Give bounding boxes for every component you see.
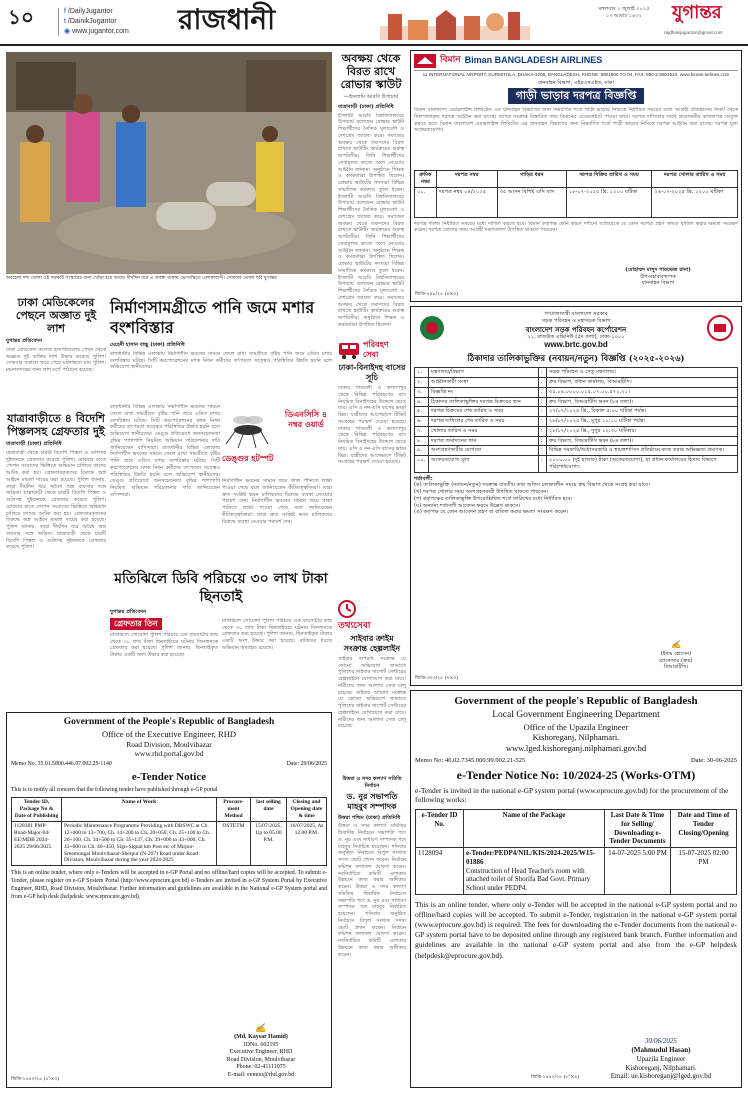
skyline-illustration [380,4,530,42]
ad-ref: জিডি-১৪৪০/২৫ (৫"×৩) [11,1077,60,1083]
signature-mark: ✍ [671,640,681,650]
dateline: যাত্রাবাড়ী (ঢাকা) প্রতিনিধি [6,441,62,447]
tag: তথ্যসেবা [338,620,371,631]
body-text: ইসলামী আরবি বিশ্ববিদ্যালয়ের উপাচার্য বলেছেন রোভার স্কাউট শিক্ষার্থীদের নৈতিক মূল্যবোধ ও দেশপ্রেম জাগ্রত করে। সমাজের অবক্ষয় থেকে তরুণদের বিরত রাখতে স্কাউটিং কার্যক্রমের গুরুত্ব অপরিসীম। তিনি শিক্ষার্থীদের সেবামূলক কাজে অংশ নেওয়ার আহ্বান জানান। অনুষ্ঠানে শিক্ষক ও কর্মকর্তারা উপস্থিত ছিলেন। রোভার স্কাউটের সদস্যরা বিভিন্ন সামাজিক কর্মকাণ্ড তুলে ধরেন। ইসলামী আরবি বিশ্ববিদ্যালয়ের উপাচার্য বলেছেন রোভার স্কাউট শিক্ষার্থীদের নৈতিক মূল্যবোধ ও দেশপ্রেম জাগ্রত করে। সমাজের অবক্ষয় থেকে তরুণদের বিরত রাখতে স্কাউটিং কার্যক্রমের গুরুত্ব অপরিসীম। তিনি শিক্ষার্থীদের সেবামূলক কাজে অংশ নেওয়ার আহ্বান জানান। অনুষ্ঠানে শিক্ষক ও কর্মকর্তারা উপস্থিত ছিলেন। রোভার স্কাউটের সদস্যরা বিভিন্ন সামাজিক কর্মকাণ্ড তুলে ধরেন। ইসলামী আরবি বিশ্ববিদ্যালয়ের উপাচার্য বলেছেন রোভার স্কাউট শিক্ষার্থীদের নৈতিক মূল্যবোধ ও দেশপ্রেম জাগ্রত করে। সমাজের অবক্ষয় থেকে তরুণদের বিরত রাখতে স্কাউটিং কার্যক্রমের গুরুত্ব অপরিসীম। অনুষ্ঠানে শিক্ষক ও কর্মকর্তারা উপস্থিত ছিলেন। [338,112,404,328]
table-row: ৭. খোলার তারিখ ও সময় : ২৮/০৭/২০২৫ খ্রি., দুপুর ১২:৩০ ঘটিকায়। [415,426,738,436]
title: ঠিকাদার তালিকাভুক্তির (নবায়ন/নতুন) বিজ্ঞপ্তি (২০২৫-২০২৬) [467,353,685,364]
table-row: ২. আহ্বানকারী সংস্থা : ক্রয় বিভাগ, প্রধান কার্যালয়, বিআরটিসি। [415,378,738,388]
brand-logo: যুগান্তর [672,2,722,23]
page-number: ১০ [8,7,34,29]
mosquito-body-col2: নির্মাণাধীন ভবনের সামনে জমে থাকা পানিতে লার্ভা পাওয়া গেছে বলে জানিয়েছেন কীটতত্ত্ববিদরা। তারা দ্রুত সংশ্লিষ্ট ভবন মালিকদের বিরুদ্ধে ব্যবস্থা নেওয়ার পরামর্শ দেন। নির্মাণাধীন ভবনের সামনে জমে থাকা পানিতে লার্ভা পাওয়া গেছে বলে জানিয়েছেন কীটতত্ত্ববিদরা। তারা দ্রুত সংশ্লিষ্ট ভবন মালিকদের বিরুদ্ধে ব্যবস্থা নেওয়ার পরামর্শ দেন। [222,478,332,525]
dateline: উত্তরা পশ্চিম (ঢাকা) প্রতিনিধি [338,814,401,821]
address: 11 INTERNATIONAL AIRPORT, KURMITOLA, DHAKA-1206, BANGLADESH, PHONE: 8901600 TO 04, FAX: 880-2-8901524, www.biman-airlines.com [422,72,730,77]
body-text: উত্তরা ও সদর কল্যাণ সমিতির দ্বিবার্ষিক নির্বাচনে সভাপতি পদে ড. নুর এবং সাধারণ সম্পাদক পদে মাহবুব নির্বাচিত হয়েছেন। শনিবার অনুষ্ঠিত নির্বাচনে বিপুল সংখ্যক সদস্য ভোট প্রদান করেন। নির্বাচন কমিশন ফলাফল ঘোষণা করেন। নবনির্বাচিত কমিটি এলাকার উন্নয়নে কাজ করার অঙ্গীকার করেন। উত্তরা ও সদর কল্যাণ সমিতির দ্বিবার্ষিক নির্বাচনে সভাপতি পদে ড. নুর এবং সাধারণ সম্পাদক পদে মাহবুব নির্বাচিত হয়েছেন। শনিবার অনুষ্ঠিত নির্বাচনে বিপুল সংখ্যক সদস্য ভোট প্রদান করেন। নির্বাচন কমিশন ফলাফল ঘোষণা করেন। নবনির্বাচিত কমিটি এলাকার উন্নয়নে কাজ করার অঙ্গীকার করেন। [338,823,406,958]
rhd-table: Tender ID, Package No & Date of Publishing Name of Work Procure-ment Method last selling date Closing and Opening date & time 1128381 PMP-Road-Major-04/ EE/MDB 2024-2025 29/06/2025 Periodic Maintenance Programme Providing with DBSWC at Ch. 12+000 to 13+700, Ch. 14+200 to Ch. 20+050, Ch. 25+100 to Ch. 26+100, Ch. 34+500 to Ch. 35+137, Ch. 39+000 to 43+000, Ch. 43+000 to Ch. 46+450, Sign-Signal km Post etc of Mirpur-Sreemongal Moulvibazar-Sherpur (N-207) Road under Road Division, Moulvibazar during the year 2024-2025 OSTETM 15/07/2025, Up to 05.00 P.M. 16/07/2025, At 12.00 P.M. [11,797,327,866]
dhaka-uni-story [338,776,406,1076]
intro: e-Tender is invited in the national e-GP system portal (www.eprocure.gov.bd) for the procurement of the following works: [415,785,729,805]
headline: সাইবার ক্রাইম সংক্রান্ত হেল্পলাইন [343,633,401,653]
website-link[interactable]: ◉ www.jugantor.com [64,28,129,35]
biman-table: ক্রমিক নম্বর দরপত্র নম্বর গাড়ির ধরন দরপত্র বিক্রির তারিখ ও সময় দরপত্র খোলার তারিখ ও সময় ০১. দরপত্র নম্বর ০৪/২০২৫ ৩৫ আসন বিশিষ্ট এসি বাস ১৮-০৭-২০২৫ খ্রি. ১২০০ ঘটিকা ২৪-০৭-২০২৫ খ্রি. ১২০০ ঘটিকা [414,170,738,218]
body-text: সাইবার অপরাধ সংক্রান্ত যে কোনো অভিযোগ জানাতে পুলিশের সাইবার সাপোর্ট সেন্টারের হেল্পলাইনে যোগাযোগ করা যাবে। নারীদের জন্য আলাদা সেবা চালু রয়েছে। সাইবার অপরাধ সংক্রান্ত যে কোনো অভিযোগ জানাতে পুলিশের সাইবার সাপোর্ট সেন্টারের হেল্পলাইনে যোগাযোগ করা যাবে। নারীদের জন্য আলাদা সেবা চালু রয়েছে। [338,655,406,730]
table-row: 1128381 PMP-Road-Major-04/ EE/MDB 2024-2025 29/06/2025 Periodic Maintenance Programme Providing with DBSWC at Ch. 12+000 to 13+700, Ch. 14+200 to Ch. 20+050, Ch. 25+100 to Ch. 26+100, Ch. 34+500 to Ch. 35+137, Ch. 39+000 to 43+000, Ch. 43+000 to Ch. 46+450, Sign-Signal km Post etc of Mirpur-Sreemongal Moulvibazar-Sherpur (N-207) Road under Road Division, Moulvibazar during the year 2024-2025 OSTETM 15/07/2025, Up to 05.00 P.M. 16/07/2025, At 12.00 P.M. [12,822,327,866]
robbery-story [110,570,332,694]
signature-mark: ✍ [255,1022,267,1033]
headline: উত্তরা ও সদর কল্যাণ সমিতি নির্বাচন [342,776,402,789]
table-row: 1128094 e-Tender/PEDP4/NIL/KIS/2024-2025/W15-01886 Construction of Head Teacher's room with attached toilet of Shorifa Bad Govt. Primary School under PEDP4. 14-07-2025 5:00 PM 15-07-2025 02:00 PM [416,848,737,895]
title: e-Tender Notice [131,771,207,784]
divider [58,8,59,36]
ad-ref: জিডি-৭৯৮/২৫ (৪×৩) [415,292,458,298]
twitter-icon: t [64,18,66,25]
lged-table: e-Tender ID No. Name of the Package Last Date & Time for Selling/ Downloading e-Tender Documents Date and Time of Tender Closing/Opening 1128094 e-Tender/PEDP4/NIL/KIS/2024-2025/W15-01886 Construction of Head Teacher's room with attached toilet of Shorifa Bad Govt. Primary School under PEDP4. 14-07-2025 5:00 PM 15-07-2025 02:00 PM [415,809,737,895]
table-row: ৫. দরপত্র বিক্রয়ের শেষ তারিখ ও সময় : ২৭/০৭/২০২৫ খ্রি., বিকাল ৫:০০ ঘটিকা পর্যন্ত। [415,407,738,417]
biman-logo-icon [414,54,436,68]
arrest-tag: গ্রেফতার তিন [110,618,162,630]
date: Date: 29/06/2025 [286,761,327,768]
body: This is an online tender, where only e-Tenders will be accepted in e-GP Portal and no offline/hard copies will be accepted. To submit e-Tender, please register on e-GP System Portal (http://www.eprocure.gov.bd) e-Tenders are invited in e-GP System Portal by Executive Engineer, RHD, Road Division, Moulvibazar. Further information and guidelines are available in the National e-GP System portal and from e-GP help desk (helpdesk: www.eprocure.gov.bd). [11,870,327,900]
transport-box: পরিবহণ সেবা ঢাকা-বিনাইদহ বাসের সূচি ঢাকার গাবতলী ও কল্যাণপুর থেকে বিভিন্ন পরিবহণের বাস নিয়মিত বিনাইদহের উদ্দেশে ছেড়ে যায়। এসি ও নন-এসি বাসের ভাড়া ভিন্ন। যাত্রীদের আগেভাগে টিকিট সংগ্রহের পরামর্শ দেওয়া হয়েছে। ঢাকার গাবতলী ও কল্যাণপুর থেকে বিভিন্ন পরিবহণের বাস নিয়মিত বিনাইদহের উদ্দেশে ছেড়ে যায়। এসি ও নন-এসি বাসের ভাড়া ভিন্ন। যাত্রীদের আগেভাগে টিকিট সংগ্রহের পরামর্শ দেওয়া হয়েছে। [338,340,406,508]
memo: Memo No. 35.01.5800.446.07.002.25-1140 [11,761,112,768]
mosquito-icon [222,408,272,452]
ad-ref: জিডি-৩০৩/২৫ (৭×৩) [415,676,459,682]
table-row: ৪. ঠিকাদার তালিকাভুক্তির দরপত্র বিক্রয়ের স্থান : ক্রয় বিভাগ, বিআরটিসি ভবন (৮ম তলা)। [415,397,738,407]
issue-date: মঙ্গলবার ১ জুলাই ২০২৫ ১৭ আষাঢ় ১৪৩২ [598,6,650,19]
title: e-Tender Notice No: 10/2024-25 (Works-OTM) [456,767,696,782]
department: যানবাহন বিভাগ, এইচএসএইড, ঢাকা [537,79,615,86]
globe-icon: ◉ [64,28,71,35]
body: This is an online tender, where only e-Tender will be accepted in the national e-GP system portal and no offline/hard copies will be accepted. To submit e-Tender, registration in the national e-GP system portal (www.eprocure.gov.bd) is required. The fees for downloading the e-Tender documents from the national e-GP system portal have to be deposited online through any registered bank branch. Further information and guidelines are available in the national e-GP system portal and also from the e-GP helpdesk (helpdesk@eprocure.gov.bd). [415,899,737,960]
body-text-2: মতিঝিলে গোয়েন্দা পুলিশ পরিচয়ে এক ব্যবসায়ীর কাছ থেকে ৩০ লাখ টাকা ছিনতাইয়ের ঘটনায় তিনজনকে গ্রেফতার করা হয়েছে। পুলিশ জানায়, ছিনতাইকৃত টাকার একটি অংশ উদ্ধার করা হয়েছে। বাকিদের ধরতে অভিযান অব্যাহত রয়েছে। [222,617,332,651]
section-title: রাজধানী [178,3,276,36]
gov-emblem-icon [419,315,445,341]
brtc-logo-icon [707,315,733,341]
masthead [0,0,748,46]
headline: যাত্রাবাড়ীতে ৪ বিদেশি পিস্তলসহ গ্রেফতার দুই [7,412,105,438]
photo-caption: অবহেলা দশা খোলা ওই সড়কটি সংস্কারের জন্য খোঁড়া হয়ে আছে। দীর্ঘদিন ধরে এ অবস্থা থাকায় ভোগান্তিতে এলাকাবাসী। সোমবার তোলা ছবি যুগান্তর [6,276,277,281]
headline: মতিঝিলে ডিবি পরিচয়ে ৩০ লাখ টাকা ছিনতাই [114,571,328,605]
hotspot-badge: ডেঙ্গুর হটস্পট [222,454,274,463]
body-text: যাত্রাবাড়ী থেকে চারটি বিদেশি পিস্তল ও গুলিসহ দুইজনকে গ্রেফতার করেছে পুলিশ। রোববার রাতে গোপন সংবাদের ভিত্তিতে অভিযান চালিয়ে তাদের আটক করা হয়। গ্রেফতারকৃতদের বিরুদ্ধে অস্ত্র আইনে মামলা দায়ের করা হয়েছে। পুলিশ জানায়, তারা দীর্ঘদিন ধরে অবৈধ অস্ত্র ব্যবসার সঙ্গে জড়িত। যাত্রাবাড়ী থেকে চারটি বিদেশি পিস্তল ও গুলিসহ দুইজনকে গ্রেফতার করেছে পুলিশ। রোববার রাতে গোপন সংবাদের ভিত্তিতে অভিযান চালিয়ে তাদের আটক করা হয়। গ্রেফতারকৃতদের বিরুদ্ধে অস্ত্র আইনে মামলা দায়ের করা হয়েছে। পুলিশ জানায়, তারা দীর্ঘদিন ধরে অবৈধ অস্ত্র ব্যবসার সঙ্গে জড়িত। যাত্রাবাড়ী থেকে চারটি বিদেশি পিস্তল ও গুলিসহ দুইজনকে গ্রেফতার করেছে পুলিশ। [6,449,106,551]
header-rule [0,44,748,46]
facebook-icon: f [64,8,66,15]
table-row: ৮. দরপত্র জমাদানের স্থান : ক্রয় বিভাগ, বিআরটিসি ভবন (৮ম তলা)। [415,436,738,446]
terms-text: দরপত্র দলিল নির্ধারিত সময়ের মধ্যে দাখিল করতে হবে। বিমান কর্তৃপক্ষ কোন কারণ দর্শানো ব্যতিরেকে যে কোন দরপত্র গ্রহণ অথবা বাতিল করার ক্ষমতা সংরক্ষণ করেন। দরপত্র খোলার সময় আগ্রহী দরদাতাগণ উপস্থিত থাকতে পারবেন। [414,220,738,234]
info-clock-icon [338,600,356,618]
headline: ঢাকা-বিনাইদহ বাসের সূচি [338,363,406,382]
pistol-story [6,412,106,692]
ad-ref: জিডি-১৪৪২/২৫ (৮"×৪) [531,1075,580,1081]
sign-date: 30/06/2025 [645,1037,677,1046]
headline: ঢাকা মেডিকেলের পেছনে অজ্ঞাত দুই লাশ [15,296,97,335]
headline: নির্মাণসামগ্রীতে পানি জমে মশার বংশবিস্তার [110,298,315,337]
table-row: ৬. দরপত্র দাখিলের শেষ তারিখ ও সময় : ২৮/০৭/২০২৫ খ্রি., দুপুর ১২:০০ ঘটিকা পর্যন্ত। [415,417,738,427]
dateline: যাত্রাবাড়ী (ঢাকা) প্রতিনিধি [338,103,394,110]
scouts-story [338,52,404,597]
twitter-link[interactable]: t /DainikJugantor [64,18,117,25]
body-text: ঢাকা মেডিকেল কলেজ হাসপাতালের পেছন থেকে অজ্ঞাত দুই ব্যক্তির লাশ উদ্ধার করেছে পুলিশ। সোমবার সকালে খবর পেয়ে ঘটনাস্থলে যায় পুলিশ। ময়নাতদন্তের জন্য লাশ মর্গে পাঠানো হয়েছে। [6,346,106,373]
conditions-title: শর্তাবলী: [414,475,433,482]
brtc-table [414,367,738,472]
dateline: যুগান্তর প্রতিবেদন [110,609,147,615]
dateline: মেহেদী হাসান বাচ্চু (ঢাকা) প্রতিনিধি [110,342,185,348]
table-row: ০১. দরপত্র নম্বর ০৪/২০২৫ ৩৫ আসন বিশিষ্ট এসি বাস ১৮-০৭-২০২৫ খ্রি. ১২০০ ঘটিকা ২৪-০৭-২০২৫ খ্রি. ১২০০ ঘটিকা [415,187,738,217]
brtc-tender-ad: গণপ্রজাতন্ত্রী বাংলাদেশ সরকার সড়ক পরিবহন ও মহাসড়ক বিভাগ বাংলাদেশ সড়ক পরিবহন কর্পোরেশন ২১, রাজউক এভিনিউ (৫ম তলা), ঢাকা-১০০০ www.brtc.gov.bd ঠিকাদার তালিকাভুক্তির (নবায়ন/নতুন) বিজ্ঞপ্তি (২০২৫-২০২৬) ১. মন্ত্রণালয়/বিভাগ : সড়ক পরিবহন ও সেতু মন্ত্রণালয়। ২. আহ্বানকারী সংস্থা : ক্রয় বিভাগ, প্রধান কার্যালয়, বিআরটিসি। ৩. বিজ্ঞপ্তি নং : ৩৫.০৪.০০০০.০১৫.০৭.০০.৫৭২.২১। ৪. ঠিকাদার তালিকাভুক্তির দরপত্র বিক্রয়ের স্থান : ক্রয় বিভাগ, বিআরটিসি ভবন (৮ম তলা)। ৫. দরপত্র বিক্রয়ের শেষ তারিখ ও সময় : ২৭/০৭/২০২৫ খ্রি., বিকাল ৫:০০ ঘটিকা পর্যন্ত। ৬. দরপত্র দাখিলের শেষ তারিখ ও সময় : ২৮/০৭/২০২৫ খ্রি., দুপুর ১২:০০ ঘটিকা পর্যন্ত। ৭. খোলার তারিখ ও সময় : ২৮/০৭/২০২৫ খ্রি., দুপুর ১২:৩০ ঘটিকায়। ৮. দরপত্র জমাদানের স্থান : ক্রয় বিভাগ, বিআরটিসি ভবন (৮ম তলা)। ৯. অংশগ্রহণকারীর যোগ্যতা : বিভিন্ন সরকারি/আধাসরকারি ও স্বায়ত্তশাসিত প্রতিষ্ঠানে কাজ করার অভিজ্ঞতা প্রমাণক। ১০. অফেরতযোগ্য মূল্য : ২০০০.০০ (দুই হাজার) টাকা (অফেরতযোগ্য), যা প্রধান কার্যালয়ের হিসাব বিভাগে পরিশোধযোগ্য। শর্তাবলী: (ক) তালিকাভুক্তি (নবায়ন/নতুন) সংক্রান্ত যাবতীয় তথ্য অফিস চলাকালীন সময়ে ক্রয় বিভাগ থেকে সংগ্রহ করা যাবে। (খ) দরপত্র খোলার সময় অংশগ্রহণকারী উপস্থিত থাকতে পারবেন। (গ) কর্তৃপক্ষের তালিকাভুক্তি উপরোল্লিখিত শর্তে তারিখের মধ্যে নির্ধারিত হবে। (ঘ) অন্যান্য শর্তাবলী আবেদন ফরমে উল্লেখ থাকবে। (ঙ) কর্তৃপক্ষ যে কোন আবেদন গ্রহণ বা বাতিল করার ক্ষমতা সংরক্ষণ করেন। ✍ (ইমাম হোসেন) ম্যানেজার (ক্রয়) বিআরটিসি। জিডি-৩০৩/২৫ (৭×৩) [410,306,742,686]
table-row: ১. মন্ত্রণালয়/বিভাগ : সড়ক পরিবহন ও সেতু মন্ত্রণালয়। [415,368,738,378]
subheadline: ড. নুর সভাপতি মাহবুব সম্পাদক [346,791,398,811]
body-text: রাজধানীর বিভিন্ন এলাকায় নির্মাণাধীন ভবনের সামনে ফেলে রাখা সামগ্রীতে বৃষ্টির পানি জমে এডিস মশার বংশবিস্তার ঘটছে। সিটি করপোরেশনের মশক নিধন কর্মীদের তৎপরতা সত্ত্বেও পরিস্থিতির উন্নতি হয়নি বলে অভিযোগ স্থানীয়দের। [110,350,332,371]
mosquito-body-col1: রাজধানীর বিভিন্ন এলাকায় নির্মাণাধীন ভবনের সামনে ফেলে রাখা সামগ্রীতে বৃষ্টির পানি জমে এডিস মশার বংশবিস্তার ঘটছে। সিটি করপোরেশনের মশক নিধন কর্মীদের তৎপরতা সত্ত্বেও পরিস্থিতির উন্নতি হয়নি বলে অভিযোগ স্থানীয়দের। ডেঙ্গু প্রতিরোধে জনসচেতনতা বৃদ্ধির পাশাপাশি নিয়মিত অভিযান পরিচালনার দাবি জানিয়েছেন বাসিন্দারা। রাজধানীর বিভিন্ন এলাকায় নির্মাণাধীন ভবনের সামনে ফেলে রাখা সামগ্রীতে বৃষ্টির পানি জমে এডিস মশার বংশবিস্তার ঘটছে। সিটি করপোরেশনের মশক নিধন কর্মীদের তৎপরতা সত্ত্বেও পরিস্থিতির উন্নতি হয়নি বলে অভিযোগ স্থানীয়দের। ডেঙ্গু প্রতিরোধে জনসচেতনতা বৃদ্ধির পাশাপাশি নিয়মিত অভিযান পরিচালনার দাবি জানিয়েছেন বাসিন্দারা। [110,404,220,498]
mosquito-story [110,298,332,398]
medical-story [6,296,106,406]
conditions-list: (ক) তালিকাভুক্তি (নবায়ন/নতুন) সংক্রান্ত যাবতীয় তথ্য অফিস চলাকালীন সময়ে ক্রয় বিভাগ থেকে সংগ্রহ করা যাবে। (খ) দরপত্র খোলার সময় অংশগ্রহণকারী উপস্থিত থাকতে পারবেন। (গ) কর্তৃপক্ষের তালিকাভুক্তি উপরোল্লিখিত শর্তে তারিখের মধ্যে নির্ধারিত হবে। (ঘ) অন্যান্য শর্তাবলী আবেদন ফরমে উল্লেখ থাকবে। (ঙ) কর্তৃপক্ষ যে কোন আবেদন গ্রহণ বা বাতিল করার ক্ষমতা সংরক্ষণ করেন। [414,482,650,516]
social-links [64,7,129,37]
table-row: ৯. অংশগ্রহণকারীর যোগ্যতা : বিভিন্ন সরকারি/আধাসরকারি ও স্বায়ত্তশাসিত প্রতিষ্ঠানে কাজ করার অভিজ্ঞতা প্রমাণক। [415,446,738,456]
street-photo [6,52,332,274]
headline: অবক্ষয় থেকে বিরত রাখে রোভার স্কাউট [340,52,402,91]
intro-text: বিমান বাংলাদেশ এয়ারলাইন্স লিমিটেড এর যানবাহন বিভাগের জন্য নিম্নবর্ণিত শর্তে গাড়ী ভাড়ার নিমিত্তে নির্ধারিত সময়ের মধ্যে আগ্রহী প্রতিষ্ঠানের নিকট থেকে সিলগালাকৃত দরপত্র আহ্বান করা যাচ্ছে। দরপত্র সংক্রান্ত বিস্তারিত তথ্য বিমানের ওয়েবসাইটে পাওয়া যাবে। দরপত্র দাখিলের সাথে প্রয়োজনীয় কাগজপত্র সংযুক্ত করতে হবে। বিমান বাংলাদেশ এয়ারলাইন্স লিমিটেড এর যানবাহন বিভাগের জন্য নিম্নবর্ণিত শর্তে গাড়ী ভাড়ার নিমিত্তে দরপত্র আহ্বান করা যাচ্ছে। দরপত্র মূল্য অফেরতযোগ্য। [414,107,738,134]
infoservice-box [338,600,406,770]
lged-tender-ad: Government of the people's Republic of Bangladesh Local Government Engineering Department Office of the Upazila Engineer Kishoreganj, Nilphamari. www.lged.kishoreganj.nilphamari.gov.bd Memo No: 46.02.7345.000.99.002.21-525 Date: 30-06-2025 e-Tender Notice No: 10/2024-25 (Works-OTM) e-Tender is invited in the national e-GP system portal (www.eprocure.gov.bd) for the procurement of the following works: e-Tender ID No. Name of the Package Last Date & Time for Selling/ Downloading e-Tender Documents Date and Time of Tender Closing/Opening 1128094 e-Tender/PEDP4/NIL/KIS/2024-2025/W15-01886 Construction of Head Teacher's room with attached toilet of Shorifa Bad Govt. Primary School under PEDP4. 14-07-2025 5:00 PM 15-07-2025 02:00 PM This is an online tender, where only e-Tender will be accepted in the national e-GP system portal and no offline/hard copies will be accepted. To submit e-Tender, registration in the national e-GP system portal (www.eprocure.gov.bd) is required. The fees for downloading the e-Tender documents from the national e-GP system portal have to be deposited online through any registered bank branch. Further information and guidelines are available in the national e-GP system portal and also from the e-GP helpdesk (helpdesk@eprocure.gov.bd). 30/06/2025 (Mahmudul Hasan) Upazila Engineer Kishoreganj, Nilphamari. Email: ue.kishoreganj@lged.gov.bd জিডি-১৪৪২/২৫ (৮"×৪) [410,690,742,1088]
body-text-1: মতিঝিলে গোয়েন্দা পুলিশ পরিচয়ে এক ব্যবসায়ীর কাছ থেকে ৩০ লাখ টাকা ছিনতাইয়ের ঘটনায় তিনজনকে গ্রেফতার করা হয়েছে। পুলিশ জানায়, ছিনতাইকৃত টাকার একটি অংশ উদ্ধার করা হয়েছে। [110,631,218,658]
table-row: ১০. অফেরতযোগ্য মূল্য : ২০০০.০০ (দুই হাজার) টাকা (অফেরতযোগ্য), যা প্রধান কার্যালয়ের হিসাব বিভাগে পরিশোধযোগ্য। [415,456,738,473]
mosquito-graphic [222,404,332,474]
signature: (মোহাম্মদ মাসুদ পারভেজ রানা) [625,266,691,273]
ward-badge: ডিএনসিসি ৪ নম্বর ওয়ার্ড [284,410,328,429]
body-text: ঢাকার গাবতলী ও কল্যাণপুর থেকে বিভিন্ন পরিবহণের বাস নিয়মিত বিনাইদহের উদ্দেশে ছেড়ে যায়। এসি ও নন-এসি বাসের ভাড়া ভিন্ন। যাত্রীদের আগেভাগে টিকিট সংগ্রহের পরামর্শ দেওয়া হয়েছে। ঢাকার গাবতলী ও কল্যাণপুর থেকে বিভিন্ন পরিবহণের বাস নিয়মিত বিনাইদহের উদ্দেশে ছেড়ে যায়। এসি ও নন-এসি বাসের ভাড়া ভিন্ন। যাত্রীদের আগেভাগে টিকিট সংগ্রহের পরামর্শ দেওয়া হয়েছে। [338,385,406,466]
contact-email[interactable]: rajdhanijugantor@gmail.com [664,30,723,35]
facebook-link[interactable]: f /DailyJugantor [64,8,113,15]
rhd-tender-ad: Government of the People's Republic of Bangladesh Office of the Executive Engineer, RHD Road Division, Moulvibazar www.rhd.portal.gov.bd Memo No. 35.01.5800.446.07.002.25-1140 Date: 29/06/2025 e-Tender Notice This is to notify all concern that the following tender have published through e-GP portal Tender ID, Package No & Date of Publishing Name of Work Procure-ment Method last selling date Closing and Opening date & time 1128381 PMP-Road-Major-04/ EE/MDB 2024-2025 29/06/2025 Periodic Maintenance Programme Providing with DBSWC at Ch. 12+000 to 13+700, Ch. 14+200 to Ch. 20+050, Ch. 25+100 to Ch. 26+100, Ch. 34+500 to Ch. 35+137, Ch. 39+000 to 43+000, Ch. 43+000 to Ch. 46+450, Sign-Signal km Post etc of Mirpur-Sreemongal Moulvibazar-Sherpur (N-207) Road under Road Division, Moulvibazar during the year 2024-2025 OSTETM 15/07/2025, Up to 05.00 P.M. 16/07/2025, At 12.00 P.M. This is an online tender, where only e-Tenders will be accepted in e-GP Portal and no offline/hard copies will be accepted. To submit e-Tender, please register on e-GP System Portal (http://www.eprocure.gov.bd) e-Tenders are invited in e-GP System Portal by Executive Engineer, RHD, Road Division, Moulvibazar. Further information and guidelines are available in the National e-GP System portal and from e-GP help desk (helpdesk: www.eprocure.gov.bd). ✍ (Md. Kaysar Hamid) IDNo. 602195 Executive Engineer, RHD Road Division, Moulvibazar Phone: 02-41111075 E-mail: eemou@rhd.gov.bd জিডি-১৪৪০/২৫ (৫"×৩) [6,712,332,1088]
title: গাড়ী ভাড়ার দরপত্র বিজ্ঞপ্তি [508,88,645,104]
bus-icon [338,341,360,359]
memo: Memo No: 46.02.7345.000.99.002.21-525 [415,756,526,764]
intro: This is to notify all concern that the following tender have published through e-GP portal [11,787,218,794]
table-row: ৩. বিজ্ঞপ্তি নং : ৩৫.০৪.০০০০.০১৫.০৭.০০.৫৭২.২১। [415,387,738,397]
byline: —ইসলামি আরবি উপাচার্য [344,94,398,100]
biman-tender-ad: বিমান Biman BANGLADESH AIRLINES 11 INTERNATIONAL AIRPORT, KURMITOLA, DHAKA-1206, BANGLADESH, PHONE: 8901600 TO 04, FAX: 880-2-8901524, www.biman-airlines.com যানবাহন বিভাগ, এইচএসএইড, ঢাকা গাড়ী ভাড়ার দরপত্র বিজ্ঞপ্তি বিমান বাংলাদেশ এয়ারলাইন্স লিমিটেড এর যানবাহন বিভাগের জন্য নিম্নবর্ণিত শর্তে গাড়ী ভাড়ার নিমিত্তে নির্ধারিত সময়ের মধ্যে আগ্রহী প্রতিষ্ঠানের নিকট থেকে সিলগালাকৃত দরপত্র আহ্বান করা যাচ্ছে। দরপত্র সংক্রান্ত বিস্তারিত তথ্য বিমানের ওয়েবসাইটে পাওয়া যাবে। দরপত্র দাখিলের সাথে প্রয়োজনীয় কাগজপত্র সংযুক্ত করতে হবে। বিমান বাংলাদেশ এয়ারলাইন্স লিমিটেড এর যানবাহন বিভাগের জন্য নিম্নবর্ণিত শর্তে গাড়ী ভাড়ার নিমিত্তে দরপত্র আহ্বান করা যাচ্ছে। দরপত্র মূল্য অফেরতযোগ্য। ক্রমিক নম্বর দরপত্র নম্বর গাড়ির ধরন দরপত্র বিক্রির তারিখ ও সময় দরপত্র খোলার তারিখ ও সময় ০১. দরপত্র নম্বর ০৪/২০২৫ ৩৫ আসন বিশিষ্ট এসি বাস ১৮-০৭-২০২৫ খ্রি. ১২০০ ঘটিকা ২৪-০৭-২০২৫ খ্রি. ১২০০ ঘটিকা দরপত্র দলিল নির্ধারিত সময়ের মধ্যে দাখিল করতে হবে। বিমান কর্তৃপক্ষ কোন কারণ দর্শানো ব্যতিরেকে যে কোন দরপত্র গ্রহণ অথবা বাতিল করার ক্ষমতা সংরক্ষণ করেন। দরপত্র খোলার সময় আগ্রহী দরদাতাগণ উপস্থিত থাকতে পারবেন। (মোহাম্মদ মাসুদ পারভেজ রানা) উপ-মহাব্যবস্থাপক যানবাহন বিভাগ জিডি-৭৯৮/২৫ (৪×৩) [410,50,742,302]
date: Date: 30-06-2025 [690,756,737,764]
dateline: যুগান্তর প্রতিবেদন [6,338,43,344]
